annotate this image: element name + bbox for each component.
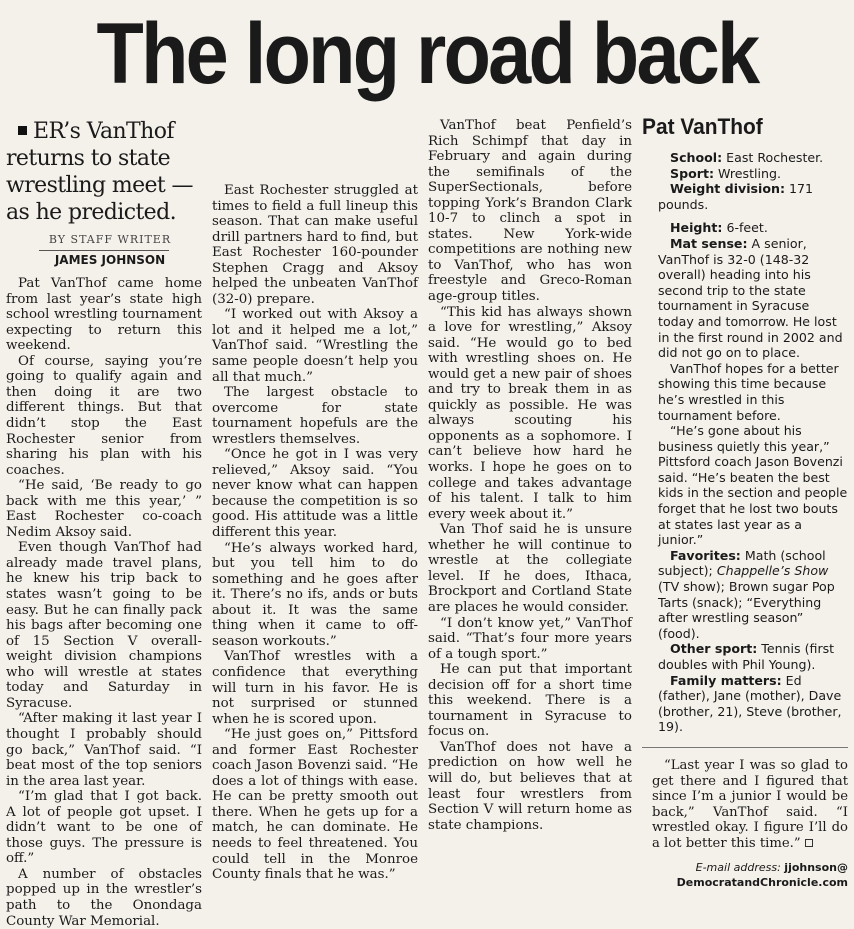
fact-value: Math (school subject); [658, 547, 826, 579]
paragraph: Pat VanThof came home from last year’s state high school wrestling tournament expecting to return this weekend. [6, 276, 202, 354]
sidebar-paragraph: VanThof hopes for a better showing this time because he’s wrestled in this tournament before. [658, 360, 839, 423]
paragraph: “I worked out with Aksoy a lot and it helped me a lot,” VanThof said. “Wrestling the same people doesn’t help you all that much.” [212, 307, 418, 385]
end-mark-icon [805, 839, 813, 847]
sidebar-title: Pat VanThof [642, 114, 763, 139]
fact-mat-sense [642, 236, 848, 361]
fact-sport [642, 166, 848, 182]
paragraph: “I’m glad that I got back. A lot of people got upset. I didn’t want to be one of those guys. The pressure is off.” [6, 789, 202, 867]
fact-height [642, 220, 848, 236]
paragraph: “He just goes on,” Pittsford and former East Rochester coach Jason Bovenzi said. “He does a lot of things with ease. He can be pretty smooth out there. When he gets up for a match, he can dominate. He needs to feel threatened. You could tell in the Monroe County finals that he was.” [212, 727, 418, 883]
article-column-1 [6, 118, 202, 929]
fact-value: (TV show); Brown sugar Pop Tarts (snack); “Everything after wrestling season” (food). [658, 579, 835, 641]
fact-value: 6-feet. [722, 220, 768, 236]
bullet-icon [18, 126, 27, 135]
byline: BY STAFF WRITER [48, 233, 172, 246]
fact-label: School: [670, 150, 723, 165]
fact-show: Chappelle’s Show [716, 563, 829, 579]
closing-quote-text: “Last year I was so glad to get there and I figured that since I’m a junior I would be back,” VanThof said. “I wrestled okay. I figure I’ll do a lot better this time.” [652, 757, 848, 851]
paragraph: The largest obstacle to overcome for state tournament hopefuls are the wrestlers themselves. [212, 385, 418, 447]
paragraph: VanThof does not have a prediction on how well he will do, but believes that at least four wrestlers from Section V will return home as state champions. [428, 739, 632, 833]
byline-divider [39, 250, 169, 251]
fact-label: Favorites: [670, 547, 741, 563]
fact-label: Other sport: [670, 641, 758, 657]
fact-favorites [642, 548, 848, 642]
sidebar [642, 114, 848, 891]
fact-value: East Rochester. [722, 150, 824, 165]
fact-value: A senior, VanThof is 32-0 (148-32 overall) heading into his second trip to the state tournament in Syracuse today and tomorrow. He lost in the first round in 2002 and did not go on to place. [658, 235, 843, 361]
deck [6, 118, 202, 226]
article-column-3 [428, 118, 632, 833]
author-name: JAMES JOHNSON [54, 252, 166, 267]
paragraph: He can put that important decision off for a short time this weekend. There is a tournament in Syracuse to focus on. [428, 662, 632, 740]
sidebar-paragraph: “He’s gone about his business quietly this year,” Pittsford coach Jason Bovenzi said. “He’s beaten the best kids in the section and people forget that he lost two bouts at states last year as a junior.” [658, 423, 848, 548]
deck-text: ER’s VanThof returns to state wrestling meet — as he predicted. [6, 119, 193, 225]
closing-quote [642, 758, 848, 852]
paragraph: VanThof wrestles with a confidence that everything will turn in his favor. He is not surprised or stunned when he is scored upon. [212, 649, 418, 727]
fact-value: Wrestling. [714, 165, 782, 181]
fact-label: Sport: [670, 165, 715, 181]
author-email [642, 860, 848, 891]
paragraph: Van Thof said he is unsure whether he will continue to wrestle at the collegiate level. If he does, Ithaca, Brockport and Cortland State are places he would consider. [428, 522, 632, 615]
paragraph: “Once he got in I was very relieved,” Aksoy said. “You never know what can happen because the competition is so good. His attitude was a little different this year. [212, 447, 418, 541]
paragraph: A number of obstacles popped up in the wrestler’s path to the Onondaga County War Memorial. [6, 866, 202, 929]
paragraph: “He said, ‘Be ready to go back with me this year,’ ” East Rochester co-coach Nedim Aksoy said. [6, 478, 202, 540]
fact-label: Weight division: [670, 181, 786, 197]
paragraph: VanThof beat Penfield’s Rich Schimpf that day in February and again during the semifinals of the SuperSectionals, before topping York’s Brandon Clark 10-7 to clinch a spot in states. New York-wide competitions are nothing new to VanThof, who has won freestyle and Greco-Roman age-group titles. [428, 118, 632, 305]
headline: The long road back [96, 6, 758, 102]
email-value: jjohnson@ DemocratandChronicle.com [676, 860, 848, 890]
paragraph: “After making it last year I thought I probably should go back,” VanThof said. “I beat most of the top seniors in the area last year. [6, 711, 202, 789]
paragraph: “This kid has always shown a love for wrestling,” Aksoy said. “He would go to bed with wrestling shoes on. He would get a new pair of shoes and try to break them in as quickly as possible. He was always scouting his opponents as a sophomore. I can’t believe how hard he works. I hope he goes on to college and takes advantage of his talent. I talk to him every week about it.” [428, 304, 632, 522]
fact-other-sport [642, 641, 848, 672]
fact-value: Ed (father), Jane (mother), Dave (brother, 21), Steve (brother, 19). [658, 672, 842, 735]
email-label: E-mail address: [695, 860, 781, 874]
paragraph: Of course, saying you’re going to qualify again and then doing it are two different things. But that didn’t stop the East Rochester senior from sharing his plan with his coaches. [6, 353, 202, 478]
paragraph: Even though VanThof had already made travel plans, he knew his trip back to states wasn’t going to be easy. But he can finally pack his bags after becoming one of 15 Section V overall-weight division champions who will wrestle at states today and Saturday in Syracuse. [6, 540, 202, 711]
sidebar-divider [642, 747, 848, 748]
fact-family [642, 673, 848, 735]
paragraph: East Rochester struggled at times to field a full lineup this season. That can make useful drill partners hard to find, but East Rochester 160-pounder Stephen Cragg and Aksoy helped the unbeaten VanThof (32-0) prepare. [212, 183, 418, 307]
fact-label: Mat sense: [670, 235, 748, 251]
article-column-2 [212, 183, 418, 883]
fact-value: 171 pounds. [658, 181, 814, 212]
paragraph: “He’s always worked hard, but you tell him to do something and he goes after it. There’s no ifs, ands or buts about it. It was the same thing when it came to off-season workouts.” [212, 540, 418, 649]
fact-value: Tennis (first doubles with Phil Young). [658, 641, 835, 672]
fact-school [642, 150, 848, 166]
fact-label: Family matters: [670, 672, 782, 688]
fact-weight [642, 181, 848, 212]
paragraph: “I don’t know yet,” VanThof said. “That’s four more years of a tough sport.” [428, 615, 632, 662]
fact-label: Height: [670, 220, 723, 236]
